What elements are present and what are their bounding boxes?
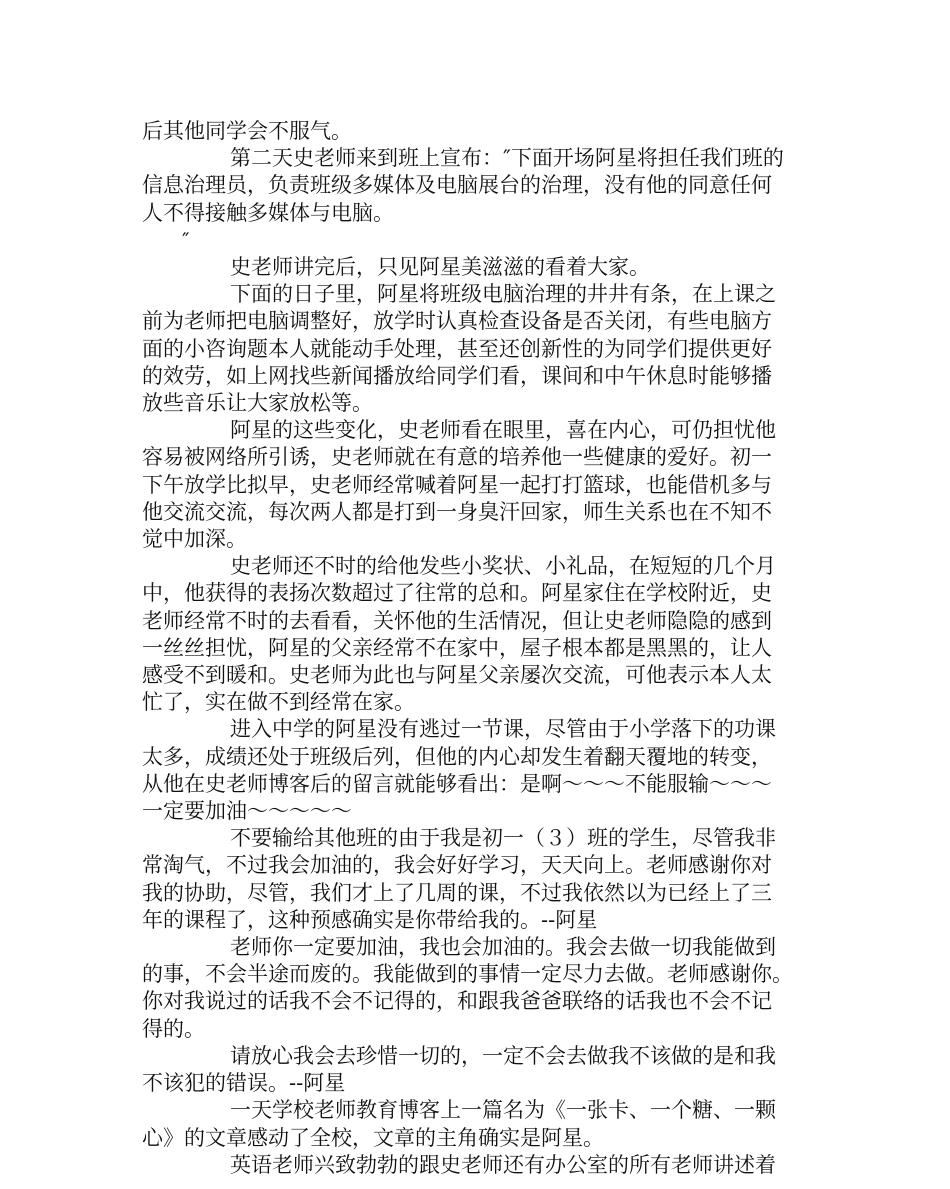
text-line: 人不得接触多媒体与电脑。 xyxy=(142,200,394,225)
text-line: 一丝丝担忧，阿星的父亲经常不在家中，屋子根本都是黑黑的，让人 xyxy=(142,635,772,660)
body-text xyxy=(142,118,822,1179)
text-line: 中，他获得的表扬次数超过了往常的总和。阿星家住在学校附近，史 xyxy=(142,581,772,606)
text-line: 的事，不会半途而废的。我能做到的事情一定尽力去做。老师感谢你。 xyxy=(142,962,793,987)
text-line: 后其他同学会不服气。 xyxy=(142,119,352,143)
text-line: 常淘气，不过我会加油的，我会好好学习，天天向上。老师感谢你对 xyxy=(142,853,772,878)
text-line: 进入中学的阿星没有逃过一节课，尽管由于小学落下的功课 xyxy=(230,717,776,742)
text-line: 一定要加油～～～～～ xyxy=(142,799,352,824)
text-line: 太多，成绩还处于班级后列，但他的内心却发生着翻天覆地的转变， xyxy=(142,744,772,769)
text-line: 我的协助，尽管，我们才上了几周的课，不过我依然以为已经上了三 xyxy=(142,880,772,905)
text-line: 史老师还不时的给他发些小奖状、小礼品，在短短的几个月 xyxy=(230,554,776,579)
text-line: 第二天史老师来到班上宣布：″下面开场阿星将担任我们班的 xyxy=(230,146,784,171)
text-line: 从他在史老师博客后的留言就能够看出：是啊～～～不能服输～～～ xyxy=(142,771,772,796)
text-line: 不要输给其他班的由于我是初一（３）班的学生，尽管我非 xyxy=(230,826,776,851)
text-line: 你对我说过的话我不会不记得的，和跟我爸爸联络的话我也不会不记 xyxy=(142,989,772,1014)
text-line: 信息治理员，负责班级多媒体及电脑展台的治理，没有他的同意任何 xyxy=(142,173,772,198)
text-line: 下午放学比拟早，史老师经常喊着阿星一起打打篮球，也能借机多与 xyxy=(142,472,772,497)
text-line: 前为老师把电脑调整好，放学时认真检查设备是否关闭，有些电脑方 xyxy=(142,309,772,334)
text-line: 老师你一定要加油，我也会加油的。我会去做一切我能做到 xyxy=(230,935,776,960)
text-line: 觉中加深。 xyxy=(142,527,247,552)
text-line: 他交流交流，每次两人都是打到一身臭汗回家，师生关系也在不知不 xyxy=(142,499,772,524)
text-line: 放些音乐让大家放松等。 xyxy=(142,391,373,416)
text-line: 容易被网络所引诱，史老师就在有意的培养他一些健康的爱好。初一 xyxy=(142,445,772,470)
text-line: 史老师讲完后，只见阿星美滋滋的看着大家。 xyxy=(230,255,650,279)
text-line: 忙了，实在做不到经常在家。 xyxy=(142,690,415,715)
text-line: 下面的日子里，阿星将班级电脑治理的井井有条，在上课之 xyxy=(230,282,776,307)
text-line: 请放心我会去珍惜一切的，一定不会去做我不该做的是和我 xyxy=(230,1043,776,1068)
text-line: 不该犯的错误。--阿星 xyxy=(142,1071,346,1096)
quote-mark: ″ xyxy=(182,227,190,252)
text-line: 老师经常不时的去看看，关怀他的生活情况，但让史老师隐隐的感到 xyxy=(142,608,772,633)
text-line: 一天学校老师教育博客上一篇名为《一张卡、一个糖、一颗 xyxy=(230,1098,776,1123)
text-line: 心》的文章感动了全校，文章的主角确实是阿星。 xyxy=(142,1125,604,1150)
text-line: 英语老师兴致勃勃的跟史老师还有办公室的所有老师讲述着 xyxy=(230,1152,776,1177)
text-line: 的效劳，如上网找些新闻播放给同学们看，课间和中午休息时能够播 xyxy=(142,363,772,388)
text-line: 年的课程了，这种预感确实是你带给我的。--阿星 xyxy=(142,907,598,932)
text-line: 得的。 xyxy=(142,1016,205,1041)
text-line: 面的小咨询题本人就能动手处理，甚至还创新性的为同学们提供更好 xyxy=(142,336,772,361)
text-line: 阿星的这些变化，史老师看在眼里，喜在内心，可仍担忧他 xyxy=(230,418,776,443)
text-line: 感受不到暖和。史老师为此也与阿星父亲屡次交流，可他表示本人太 xyxy=(142,663,772,688)
